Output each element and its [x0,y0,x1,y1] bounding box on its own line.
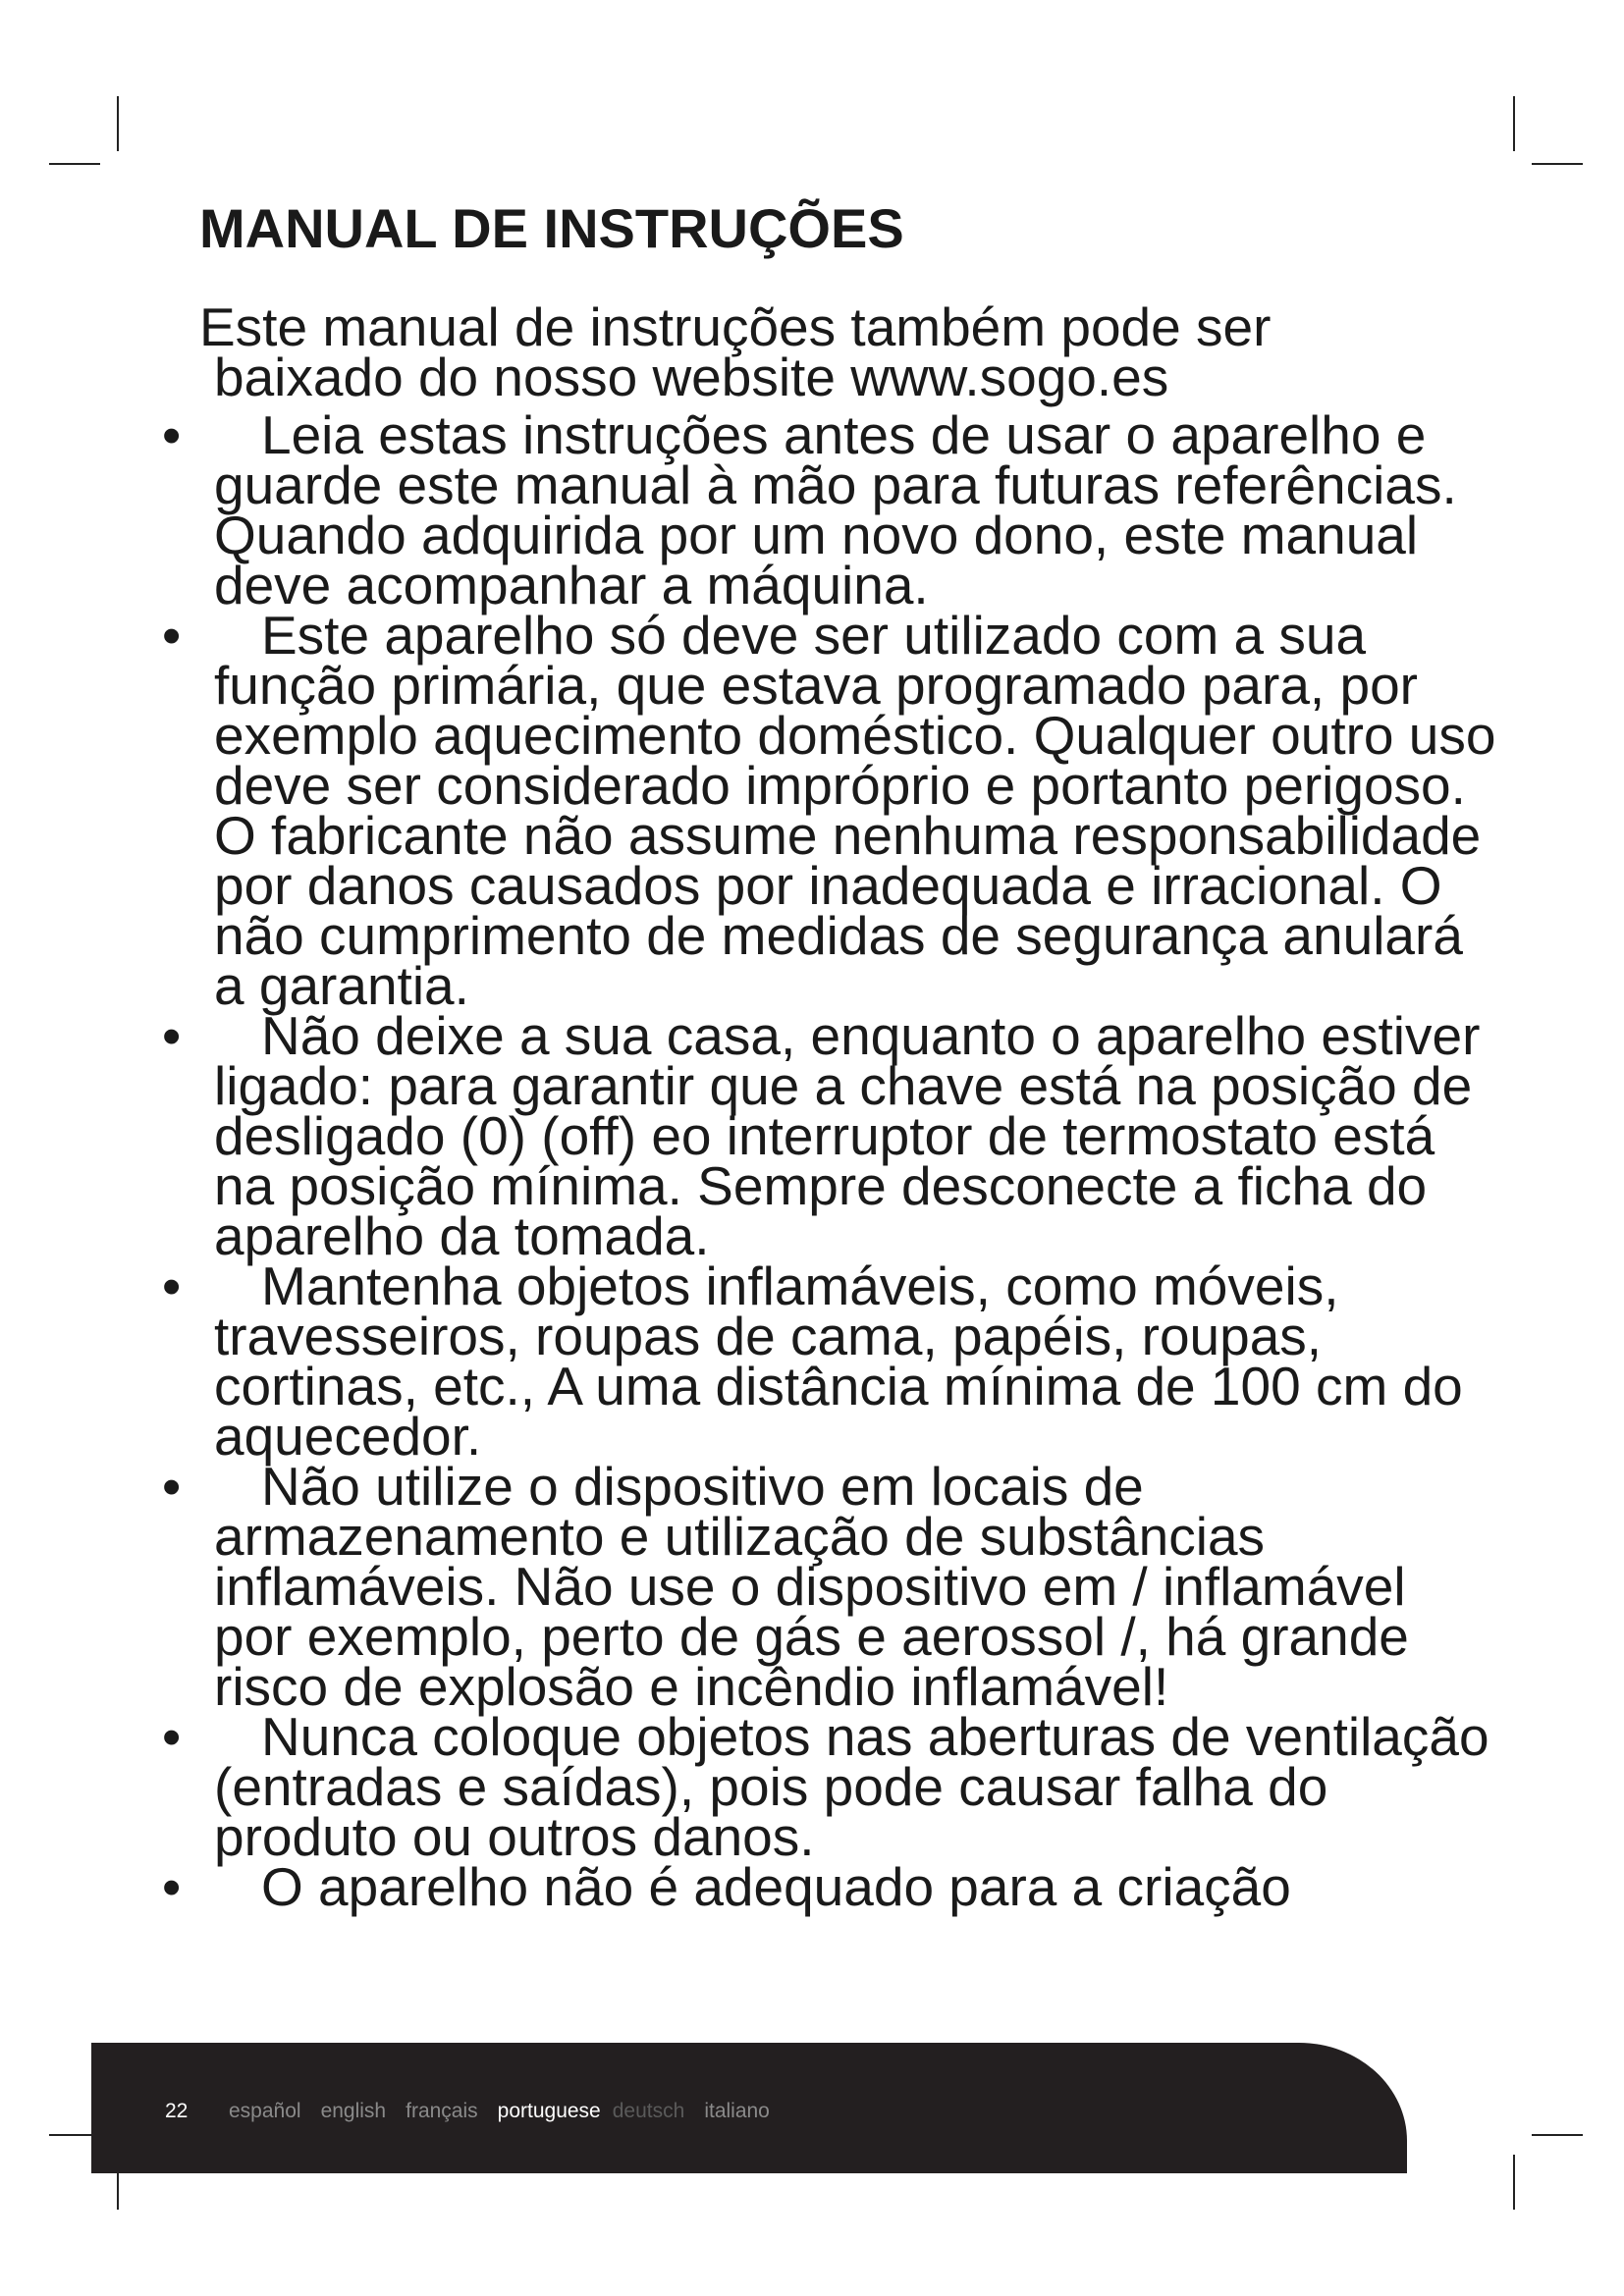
language-label: english [320,2100,387,2122]
list-item [162,1706,1497,1867]
list-item-text: Mantenha objetos inflamáveis, como móveis, travesseiros, roupas de cama, papéis, roupas, cortinas, etc., A uma distância mínima de 100 cm do aquecedor. [214,1255,1463,1467]
list-item-text: Não deixe a sua casa, enquanto o aparelho estiver ligado: para garantir que a chave está na posição de desligado (0) (off) eo interruptor de termostato está na posição mínima. Sempre desconecte a ficha do aparelho da tomada. [214,1005,1481,1266]
list-item [162,1255,1497,1467]
page-footer [91,2043,1407,2173]
list-item-text: O aparelho não é adequado para a criação [261,1856,1291,1917]
list-item-text: Nunca coloque objetos nas aberturas de ventilação (entradas e saídas), pois pode causar falha do produto ou outros danos. [214,1706,1489,1867]
language-list [229,2100,789,2123]
list-item-text: Não utilize o dispositivo em locais de armazenamento e utilização de substâncias inflamáveis. Não use o dispositivo em / inflamável por exemplo, perto de gás e aerossol /, há grande risco de explosão e incêndio inflamável! [214,1456,1409,1717]
list-item-text: Leia estas instruções antes de usar o aparelho e guarde este manual à mão para futuras referências. Quando adquirida por um novo dono, este manual deve acompanhar a máquina. [214,404,1457,615]
crop-mark [49,163,100,165]
list-item [162,1856,1497,1917]
language-label: deutsch [612,2100,685,2122]
bullet-icon: • [162,404,182,465]
crop-mark [1513,96,1515,151]
bullet-icon: • [162,1005,182,1066]
intro-line: Este manual de instruções também pode ser [199,296,1272,357]
language-label-active: portuguese [497,2100,601,2122]
list-item [162,1456,1497,1717]
intro-line: baixado do nosso website www.sogo.es [214,347,1169,407]
crop-mark [117,96,119,151]
crop-mark [1532,2134,1583,2136]
language-label: français [406,2100,478,2122]
bullet-icon: • [162,605,182,666]
bullet-icon: • [162,1456,182,1517]
language-label: español [229,2100,301,2122]
list-item [162,1005,1497,1266]
list-item [162,404,1497,615]
list-item-text: Este aparelho só deve ser utilizado com a sua função primária, que estava programado para, por exemplo aquecimento doméstico. Qualquer outro uso deve ser considerado impróprio e portanto perigoso. O fabricante não assume nenhuma responsabilidade por danos causados por inadequada e irracional. O não cumprimento de medidas de segurança anulará a garantia. [214,605,1496,1016]
crop-mark [1513,2155,1515,2210]
list-item [162,605,1497,1016]
language-label: italiano [704,2100,770,2122]
bullet-icon: • [162,1706,182,1767]
page-number: 22 [165,2100,189,2122]
crop-mark [1532,163,1583,165]
instruction-list [162,404,1497,1917]
intro-paragraph [199,296,1476,407]
page-title: MANUAL DE INSTRUÇÕES [199,197,904,259]
bullet-icon: • [162,1255,182,1316]
bullet-icon: • [162,1856,182,1917]
